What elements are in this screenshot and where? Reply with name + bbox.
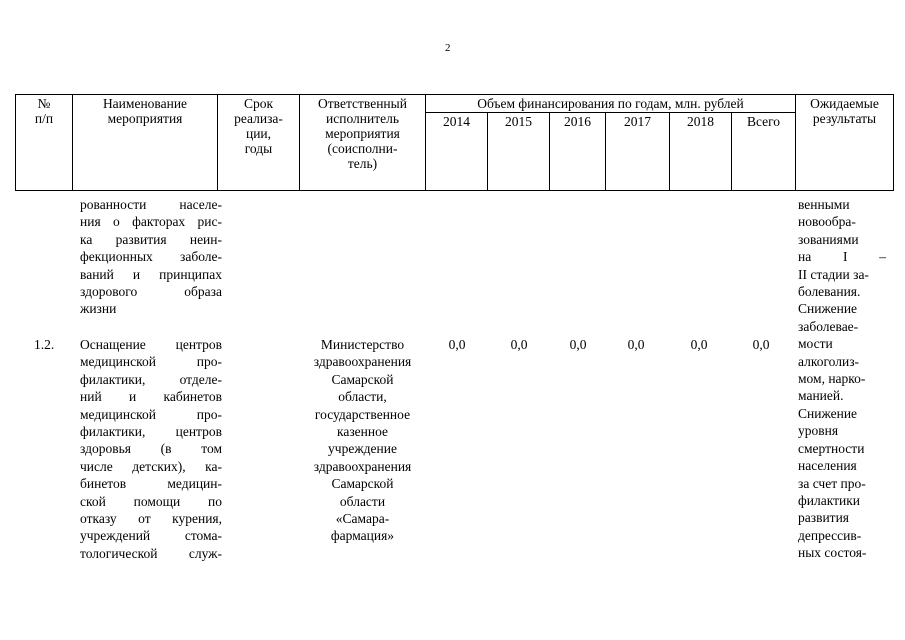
text-line: Снижение xyxy=(798,405,858,421)
text-line: казенное xyxy=(336,424,389,440)
text-line: области, xyxy=(338,389,387,405)
header-funding: Объем финансирования по годам, млн. рублей xyxy=(426,95,796,113)
header-year-2015: 2015 xyxy=(488,113,550,191)
text-line: ных состоя- xyxy=(798,545,867,561)
text-line: медицинской про- xyxy=(80,354,222,370)
header-results xyxy=(796,95,894,191)
text-line: алкоголиз- xyxy=(798,353,860,369)
text-line: бинетов медицин- xyxy=(80,476,222,492)
row-name-cell xyxy=(80,336,222,562)
text-line: Снижение xyxy=(798,301,858,317)
continued-name-cell xyxy=(80,196,222,318)
text-line: рованности населе- xyxy=(80,197,222,212)
table-header xyxy=(15,94,894,191)
value-2016: 0,0 xyxy=(569,337,587,352)
text-line: филактики, отделе- xyxy=(80,371,222,387)
text-line: отказу от курения, xyxy=(80,511,222,527)
text-line: смертности xyxy=(798,440,865,456)
value-2015: 0,0 xyxy=(510,337,528,352)
text-line: новообра- xyxy=(798,214,856,230)
text-line: манией. xyxy=(798,388,844,404)
value-total: 0,0 xyxy=(752,337,770,352)
results-cell xyxy=(798,196,886,562)
text-line: ваний и принципах xyxy=(80,266,222,282)
value-2014: 0,0 xyxy=(448,337,466,352)
text-line: депрессив- xyxy=(798,527,862,543)
text-line: Министерство xyxy=(320,337,405,352)
text-line: здорового образа xyxy=(80,284,222,300)
text-line: мом, нарко- xyxy=(798,371,866,387)
text-line: здравоохранения xyxy=(313,354,412,370)
text-line: филактики, центров xyxy=(80,424,222,440)
header-executor-text: Ответственный исполнитель мероприятия (соисполни- тель) xyxy=(318,96,407,171)
header-year-2014: 2014 xyxy=(426,113,488,191)
page-number: 2 xyxy=(445,42,451,54)
header-year-2017: 2017 xyxy=(606,113,670,191)
header-term-text: Срок реализа- ции, годы xyxy=(234,96,283,156)
text-line: II стадии за- xyxy=(798,266,869,282)
text-line: филактики xyxy=(798,492,860,508)
text-line: «Самара- xyxy=(335,511,390,527)
text-line: Оснащение центров xyxy=(80,337,222,352)
text-line: болевания. xyxy=(798,284,861,300)
text-line: населения xyxy=(798,458,857,474)
header-total: Всего xyxy=(732,113,796,191)
text-line: мости xyxy=(798,336,833,352)
text-line: заболевае- xyxy=(798,318,859,334)
text-line: государственное xyxy=(314,406,411,422)
text-line: ка развития неин- xyxy=(80,231,222,247)
text-line: числе детских), ка- xyxy=(80,458,222,474)
text-line: области xyxy=(339,493,386,509)
text-line: ния о факторах рис- xyxy=(80,214,222,230)
value-2017: 0,0 xyxy=(627,337,645,352)
text-line: Самарской xyxy=(331,476,394,492)
text-line: развития xyxy=(798,510,850,526)
text-line: тологической служ- xyxy=(80,545,222,561)
header-results-text: Ожидаемые результаты xyxy=(810,96,879,126)
text-line: фармация» xyxy=(330,528,395,544)
text-line: здравоохранения xyxy=(313,458,412,474)
header-year-2018: 2018 xyxy=(670,113,732,191)
text-line: на I – xyxy=(798,249,886,265)
header-term xyxy=(218,95,300,191)
text-line: за счет про- xyxy=(798,475,866,491)
header-number xyxy=(16,95,73,191)
text-line: уровня xyxy=(798,423,839,439)
text-line: зованиями xyxy=(798,231,859,247)
header-executor xyxy=(300,95,426,191)
text-line: ний и кабинетов xyxy=(80,389,222,405)
text-line: жизни xyxy=(80,301,117,317)
text-line: учреждение xyxy=(328,441,397,457)
text-line: Самарской xyxy=(331,371,394,387)
text-line: венными xyxy=(798,197,850,212)
value-2018: 0,0 xyxy=(690,337,708,352)
text-line: учреждений стома- xyxy=(80,528,222,544)
text-line: медицинской про- xyxy=(80,406,222,422)
text-line: здоровья (в том xyxy=(80,441,222,457)
header-no-text: № п/п xyxy=(34,96,54,126)
header-name-text: Наименование мероприятия xyxy=(102,96,188,126)
header-name xyxy=(73,95,218,191)
row-executor-cell xyxy=(300,336,425,545)
text-line: фекционных заболе- xyxy=(80,249,222,265)
text-line: ской помощи по xyxy=(80,493,222,509)
row-number: 1.2. xyxy=(34,337,55,352)
header-year-2016: 2016 xyxy=(550,113,606,191)
